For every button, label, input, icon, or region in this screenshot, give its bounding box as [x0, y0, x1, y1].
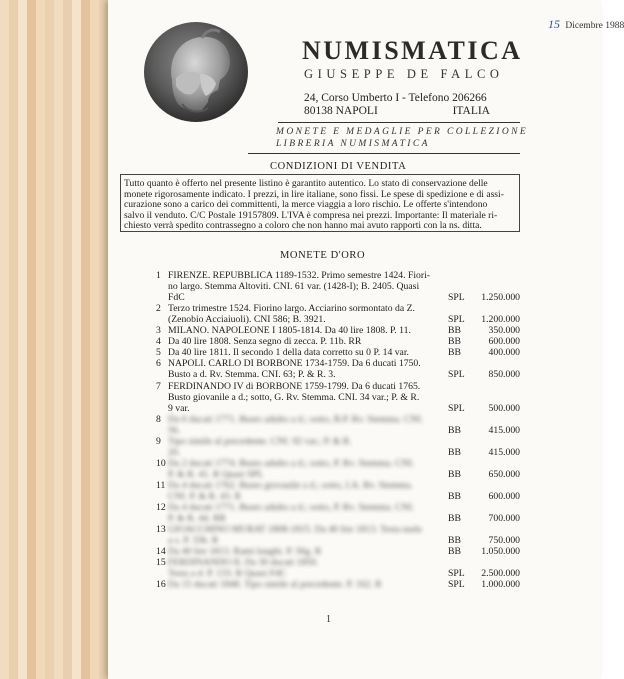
lot-line	[108, 535, 600, 546]
lot-line	[108, 447, 600, 458]
lot-price: 350.000	[488, 325, 520, 337]
lot-line	[108, 502, 600, 513]
lot-description: CNI. P. & R. 43. R	[168, 491, 241, 502]
lot-line	[108, 579, 600, 590]
lot-price: 650.000	[488, 468, 520, 480]
lot-line	[108, 546, 600, 557]
lot-number: 14	[156, 546, 166, 558]
conditions-line: monete rigorosamente indicato. I prezzi, in lire italiane, sono fissi. Le spese di spedizione e di assi-	[124, 188, 504, 200]
lot-grade: SPL	[448, 579, 465, 591]
lot-line	[108, 568, 600, 579]
lot-description: Da 40 lire 1811. Il secondo 1 della data corretto su 0 P. 14 var.	[168, 347, 409, 359]
lot-grade: BB	[448, 546, 461, 558]
date	[548, 17, 624, 32]
lot-description: Da 4 ducati 1762. Busto giovanile a d.; sotto, I.A. Rv. Stemma.	[168, 479, 413, 491]
lot-line	[108, 513, 600, 524]
handwritten-date-number: 15	[548, 17, 560, 31]
section-title: MONETE D'ORO	[280, 250, 366, 261]
lot-price: 2.500.000	[481, 568, 520, 580]
lot-grade: BB	[448, 336, 461, 348]
lot-description: a s. P. 33b. R	[168, 535, 219, 547]
lot-number: 16	[156, 579, 166, 591]
publication-title: NUMISMATICA	[302, 36, 523, 65]
lot-price: 400.000	[488, 347, 520, 359]
printed-date: Dicembre 1988	[565, 21, 624, 31]
lot-description: Busto giovanile a d.; sotto, G. Rv. Stemma. CNI. 34 var.; P. & R.	[168, 391, 420, 403]
coin-athena-helmet-image	[142, 20, 250, 124]
tagline	[276, 126, 528, 150]
lot-line	[108, 381, 600, 392]
lot-line	[108, 281, 600, 292]
address-country: ITALIA	[452, 105, 490, 117]
address-city: 80138 NAPOLI	[304, 105, 378, 117]
lot-description: Tipo simile al precedente. CNI. 92 var.; P. & R.	[168, 435, 352, 447]
lot-description: 56.	[168, 424, 181, 436]
lot-line	[108, 314, 600, 325]
lot-description: Testa a d. P. 133. R Quasi FdC	[168, 568, 287, 580]
lot-line	[108, 491, 600, 502]
lot-number: 4	[156, 336, 161, 348]
lot-line	[108, 292, 600, 303]
lot-description: Busto a d. Rv. Stemma. CNI. 63; P. & R. 3.	[168, 369, 336, 381]
lot-number: 12	[156, 502, 166, 514]
lot-number: 2	[156, 303, 161, 315]
address-street-phone: 24, Corso Umberto I - Telefono 206266	[304, 92, 487, 104]
lot-number: 10	[156, 457, 166, 469]
lot-price: 600.000	[488, 336, 520, 348]
lot-number: 15	[156, 557, 166, 569]
lot-line	[108, 557, 600, 568]
lot-description: FdC	[168, 292, 185, 304]
lot-line	[108, 336, 600, 347]
lot-line	[108, 436, 600, 447]
lot-price: 1.050.000	[481, 546, 520, 558]
lot-description: Da 40 lire 1813. Rami lunghi. P. 56g. R	[168, 546, 322, 558]
lot-number: 6	[156, 358, 161, 370]
lot-grade: BB	[448, 347, 461, 359]
lot-grade: BB	[448, 491, 461, 502]
page-number: 1	[326, 614, 331, 625]
address-block	[304, 92, 490, 118]
lot-grade: BB	[448, 535, 461, 547]
conditions-line: Tutto quanto è offerto nel presente listino è garantito autentico. Lo stato di conservazione delle	[124, 178, 488, 189]
lot-description: Da 6 ducati 1771. Busto adulto a d.; sotto, B.P. Rv. Stemma. CNI.	[168, 413, 424, 425]
lot-description: MILANO. NAPOLEONE I 1805-1814. Da 40 lire 1808. P. 11.	[168, 325, 411, 337]
lot-number: 7	[156, 380, 161, 392]
lot-number: 9	[156, 435, 161, 447]
lot-grade: BB	[448, 513, 461, 525]
lot-grade: SPL	[448, 568, 465, 580]
lot-price: 600.000	[488, 491, 520, 502]
lot-number: 8	[156, 413, 161, 425]
lot-line	[108, 524, 600, 535]
lot-line	[108, 425, 600, 436]
lot-grade: BB	[448, 325, 461, 337]
lot-description: (Zenobio Acciaiuoli). CNI 586; B. 3921.	[168, 314, 326, 326]
lot-grade: BB	[448, 468, 461, 480]
lot-line	[108, 347, 600, 358]
lot-line	[108, 358, 600, 369]
lot-grade: SPL	[448, 402, 465, 414]
lot-description: 9 var.	[168, 402, 190, 414]
lot-line	[108, 325, 600, 336]
lot-number: 13	[156, 524, 166, 536]
lot-description: FIRENZE. REPUBBLICA 1189-1532. Primo semestre 1424. Fiori-	[168, 270, 431, 281]
lot-price: 1.000.000	[481, 579, 520, 591]
lot-grade: BB	[448, 424, 461, 436]
lot-price: 500.000	[488, 402, 520, 414]
lot-line	[108, 480, 600, 491]
lot-line	[108, 458, 600, 469]
lot-price: 415.000	[488, 424, 520, 436]
lot-description: Da 4 ducati 1771. Busto adulto a d.; sotto, P. Rv. Stemma. CNI.	[168, 502, 415, 514]
lot-price: 700.000	[488, 513, 520, 525]
lot-line	[108, 270, 600, 281]
lot-line	[108, 414, 600, 425]
lot-description: FERDINANDO IV di BORBONE 1759-1799. Da 6 ducati 1765.	[168, 380, 421, 392]
tagline-line-2: LIBRERIA NUMISMATICA	[276, 139, 430, 149]
lot-description: P. & R. 41. R Quasi SPL	[168, 468, 264, 480]
lot-grade: SPL	[448, 314, 465, 326]
lot-grade: SPL	[448, 292, 465, 304]
tagline-line-1: MONETE E MEDAGLIE PER COLLEZIONE	[276, 127, 529, 137]
dealer-name: GIUSEPPE DE FALCO	[304, 67, 504, 81]
lot-description: Da 15 ducati 1848. Tipo simile al precedente. P. 162. R	[168, 579, 382, 591]
lot-price: 1.200.000	[481, 314, 520, 326]
lot-grade: BB	[448, 446, 461, 458]
lot-description: Da 40 lire 1808. Senza segno di zecca. P. 11b. RR	[168, 336, 362, 348]
lot-line	[108, 403, 600, 414]
lot-price: 850.000	[488, 369, 520, 381]
lot-description: P. & R. 44. RR	[168, 513, 226, 525]
header-divider-top	[278, 122, 520, 123]
lot-description: Da 2 ducati 1774. Busto adulto a d.; sotto, P. Rv. Stemma. CNI.	[168, 457, 415, 469]
lot-description: GIOACCHINO MURAT 1808-1815. Da 40 lire 1813. Testa nuda	[168, 524, 422, 536]
lot-number: 11	[156, 479, 166, 491]
lot-number: 5	[156, 347, 161, 359]
lot-description: NAPOLI. CARLO DI BORBONE 1734-1759. Da 6 ducati 1750.	[168, 358, 421, 370]
catalog-page	[108, 0, 624, 679]
lot-number: 3	[156, 325, 161, 337]
lot-price: 415.000	[488, 446, 520, 458]
lot-line	[108, 392, 600, 403]
lot-description: Terzo trimestre 1524. Fiorino largo. Acciarino sormontato da Z.	[168, 303, 415, 315]
lot-description: FERDINANDO II. Da 30 ducati 1850.	[168, 557, 319, 569]
lot-number: 1	[156, 270, 161, 281]
lot-grade: SPL	[448, 369, 465, 381]
lot-description: 20.	[168, 446, 181, 458]
conditions-line: curazione sono a carico dei committenti, la merce viaggia a loro rischio. Le offerte s'intendono	[124, 199, 488, 211]
lot-line	[108, 469, 600, 480]
conditions-line: salvo il venduto. C/C Postale 19157809. L'IVA è compresa nei prezzi. Importante: Il materiale ri-	[124, 209, 498, 221]
lot-price: 750.000	[488, 535, 520, 547]
lot-description: no largo. Stemma Altoviti. CNI. 61 var. (1428-I); B. 2405. Quasi	[168, 281, 420, 293]
header-divider-bottom	[248, 153, 520, 154]
lot-line	[108, 369, 600, 380]
lot-line	[108, 303, 600, 314]
conditions-line: chiesto verrà spedito contrassegno a coloro che non hanno mai avuto rapporti con la ns. ditta.	[124, 220, 482, 232]
lot-price: 1.250.000	[481, 292, 520, 304]
conditions-title: CONDIZIONI DI VENDITA	[270, 161, 407, 172]
